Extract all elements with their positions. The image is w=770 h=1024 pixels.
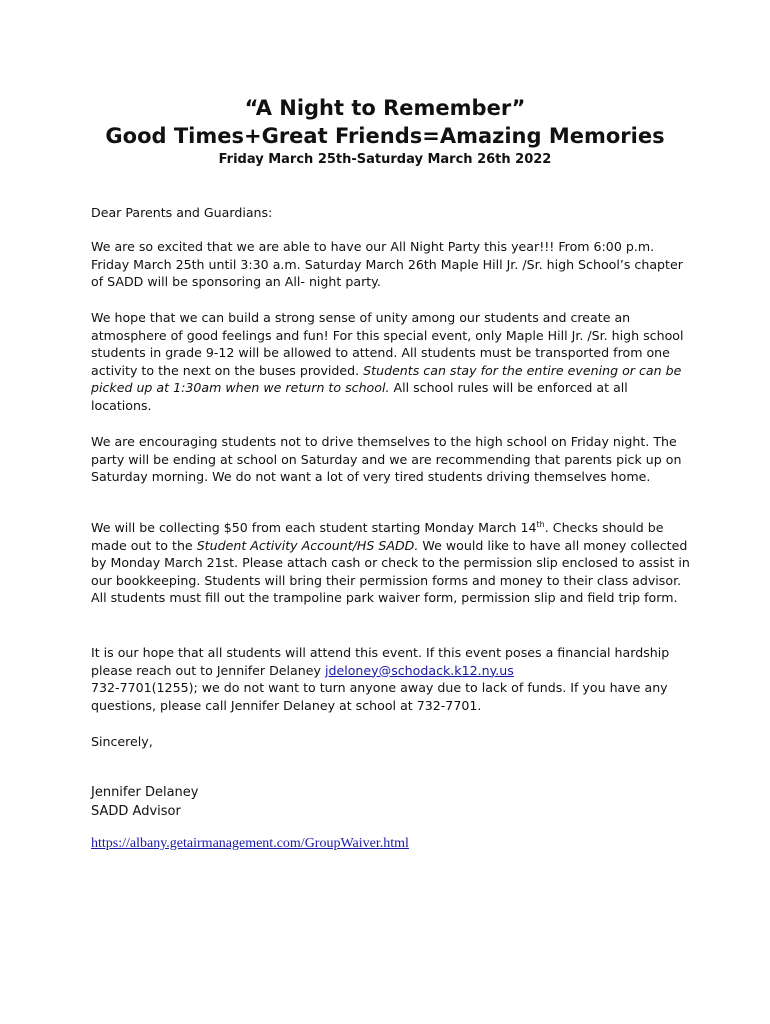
signature-block: [91, 783, 691, 821]
closing: Sincerely,: [91, 734, 153, 749]
hardship-text-b: 732-7701(1255); we do not want to turn anyone away due to lack of funds. If you have any questions, please call Jennifer Delaney at school at 732-7701.: [91, 680, 668, 713]
salutation: Dear Parents and Guardians:: [91, 205, 273, 220]
payee-account: Student Activity Account/HS SADD.: [196, 537, 419, 553]
paragraph-intro-text: We are so excited that we are able to have our All Night Party this year!!! From 6:00 p.m. Friday March 25th until 3:30 a.m. Saturday March 26th Maple Hill Jr. /Sr. high School’s chapter of SADD will be sponsoring an All- night party.: [91, 239, 683, 290]
paragraph-hardship: [91, 644, 691, 714]
paragraph-driving-text: We are encouraging students not to drive themselves to the high school on Friday night. The party will be ending at school on Saturday and we are recommending that parents pick up on Saturday morning. We do not want a lot of very tired students driving themselves home.: [91, 434, 682, 485]
page-title: “A Night to Remember”: [244, 96, 526, 120]
paragraph-unity: [91, 309, 691, 415]
date-suffix: th: [536, 519, 545, 529]
event-date: Friday March 25th-Saturday March 26th 2022: [218, 152, 552, 167]
paragraph-driving: [91, 433, 691, 486]
paragraph-unity-text: We hope that we can build a strong sense of unity among our students and create an atmosphere of good feelings and fun! For this special event, only Maple Hill Jr. /Sr. high school students in grade 9-12 will be allowed to attend. All students must be transported from one activity to the next on the buses provided.: [91, 310, 684, 378]
payment-text-b: . Checks should be made out to the: [91, 520, 664, 553]
signature-title: SADD Advisor: [91, 804, 181, 819]
email-link[interactable]: jdeloney@schodack.k12.ny.us: [324, 662, 514, 678]
paragraph-payment: [91, 519, 691, 607]
signature-name: Jennifer Delaney: [91, 785, 199, 800]
page-subtitle: Good Times+Great Friends=Amazing Memories: [105, 124, 665, 148]
pickup-note: Students can stay for the entire evening or can be picked up at 1:30am when we return to school.: [91, 362, 682, 396]
payment-text-c: We would like to have all money collected by Monday March 21st. Please attach cash or check to the permission slip enclosed to assist in our bookkeeping. Students will bring their permission forms and money to their class advisor. All students must fill out the trampoline park waiver form, permission slip and field trip form.: [91, 537, 690, 606]
payment-text-a: We will be collecting $50 from each student starting Monday March 14: [91, 520, 537, 535]
waiver-link[interactable]: https://albany.getairmanagement.com/GroupWaiver.html: [91, 836, 409, 851]
paragraph-unity-rules: All school rules will be enforced at all locations.: [91, 380, 628, 413]
hardship-text-a: It is our hope that all students will attend this event. If this event poses a financial hardship please reach out to Jennifer Delaney: [91, 645, 670, 678]
paragraph-intro: [91, 238, 691, 291]
